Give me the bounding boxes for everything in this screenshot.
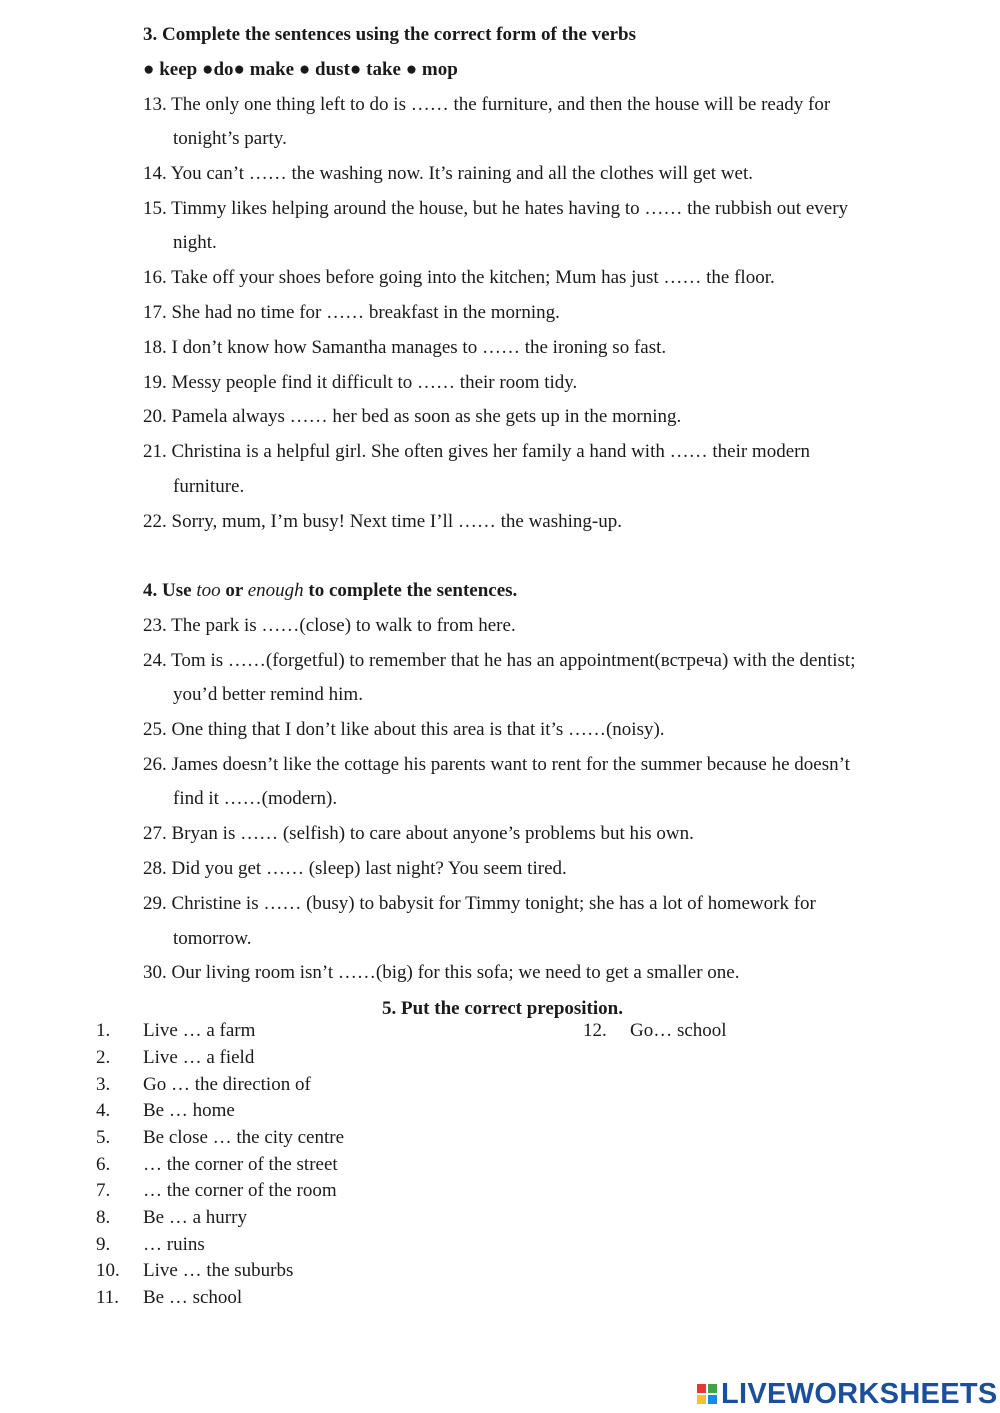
sentence-30: 30. Our living room isn’t ……(big) for this sofa; we need to get a smaller one.: [143, 962, 740, 983]
list-item: Go … the direction of: [143, 1074, 311, 1095]
list-item-number: 4.: [96, 1100, 111, 1121]
list-item-number: 5.: [96, 1127, 111, 1148]
section4-heading-rest: to complete the sentences.: [303, 580, 518, 601]
section4-heading-too: too: [196, 580, 221, 601]
list-item-number: 6.: [96, 1154, 111, 1175]
list-item: Live … the suburbs: [143, 1260, 294, 1281]
list-item: Live … a farm: [143, 1020, 256, 1041]
section4-heading-enough: enough: [247, 580, 304, 601]
section5-heading: 5. Put the correct preposition.: [382, 998, 623, 1019]
list-item: … the corner of the street: [143, 1154, 338, 1175]
list-item-number: 2.: [96, 1047, 111, 1068]
sentence-25: 25. One thing that I don’t like about this area is that it’s ……(noisy).: [143, 719, 665, 740]
logo-tile: [708, 1395, 717, 1404]
sentence-22: 22. Sorry, mum, I’m busy! Next time I’ll …… the washing-up.: [143, 511, 622, 532]
sentence-19: 19. Messy people find it difficult to …… their room tidy.: [143, 372, 578, 393]
list-item-number: 7.: [96, 1180, 111, 1201]
sentence-24: 24. Tom is ……(forgetful) to remember that he has an appointment(встреча) with the dentist;: [143, 650, 856, 671]
logo-text: LIVEWORKSHEETS: [721, 1378, 998, 1410]
sentence-13-cont: tonight’s party.: [173, 128, 287, 149]
sentence-26: 26. James doesn’t like the cottage his parents want to rent for the summer because he doesn’t: [143, 754, 850, 775]
list-item: Go… school: [630, 1020, 727, 1041]
section3-heading: 3. Complete the sentences using the correct form of the verbs: [143, 24, 636, 45]
list-item-number: 1.: [96, 1020, 111, 1041]
sentence-15-cont: night.: [173, 232, 217, 253]
list-item-number: 11.: [96, 1287, 120, 1308]
liveworksheets-logo: [697, 1378, 998, 1410]
section4-heading: [143, 579, 517, 603]
sentence-21-cont: furniture.: [173, 476, 245, 497]
list-item: Be … school: [143, 1287, 243, 1308]
sentence-23: 23. The park is ……(close) to walk to from here.: [143, 615, 516, 636]
sentence-29-cont: tomorrow.: [173, 928, 252, 949]
logo-tile: [697, 1384, 706, 1393]
sentence-27: 27. Bryan is …… (selfish) to care about anyone’s problems but his own.: [143, 823, 694, 844]
logo-tiles-icon: [697, 1384, 717, 1404]
logo-tile: [708, 1384, 717, 1393]
sentence-15: 15. Timmy likes helping around the house, but he hates having to …… the rubbish out every: [143, 198, 849, 219]
list-item: Be close … the city centre: [143, 1127, 345, 1148]
sentence-14: 14. You can’t …… the washing now. It’s raining and all the clothes will get wet.: [143, 163, 754, 184]
sentence-20: 20. Pamela always …… her bed as soon as she gets up in the morning.: [143, 406, 682, 427]
list-item-number: 12.: [583, 1020, 607, 1041]
sentence-26-cont: find it ……(modern).: [173, 788, 338, 809]
word-bank: ● keep ●do● make ● dust● take ● mop: [143, 59, 458, 80]
list-item: … ruins: [143, 1234, 205, 1255]
section4-heading-num: 4. Use: [143, 580, 197, 601]
sentence-21: 21. Christina is a helpful girl. She often gives her family a hand with …… their modern: [143, 441, 810, 462]
sentence-24-cont: you’d better remind him.: [173, 684, 363, 705]
list-item-number: 8.: [96, 1207, 111, 1228]
list-item: … the corner of the room: [143, 1180, 337, 1201]
sentence-13: 13. The only one thing left to do is …… the furniture, and then the house will be ready for: [143, 94, 831, 115]
sentence-28: 28. Did you get …… (sleep) last night? You seem tired.: [143, 858, 567, 879]
sentence-17: 17. She had no time for …… breakfast in the morning.: [143, 302, 560, 323]
sentence-16: 16. Take off your shoes before going into the kitchen; Mum has just …… the floor.: [143, 267, 775, 288]
section4-heading-or: or: [220, 580, 248, 601]
list-item: Be … a hurry: [143, 1207, 247, 1228]
logo-tile: [697, 1395, 706, 1404]
sentence-18: 18. I don’t know how Samantha manages to …… the ironing so fast.: [143, 337, 667, 358]
list-item: Live … a field: [143, 1047, 255, 1068]
list-item-number: 3.: [96, 1074, 111, 1095]
sentence-29: 29. Christine is …… (busy) to babysit for Timmy tonight; she has a lot of homework for: [143, 893, 816, 914]
list-item-number: 10.: [96, 1260, 120, 1281]
list-item: Be … home: [143, 1100, 235, 1121]
list-item-number: 9.: [96, 1234, 111, 1255]
